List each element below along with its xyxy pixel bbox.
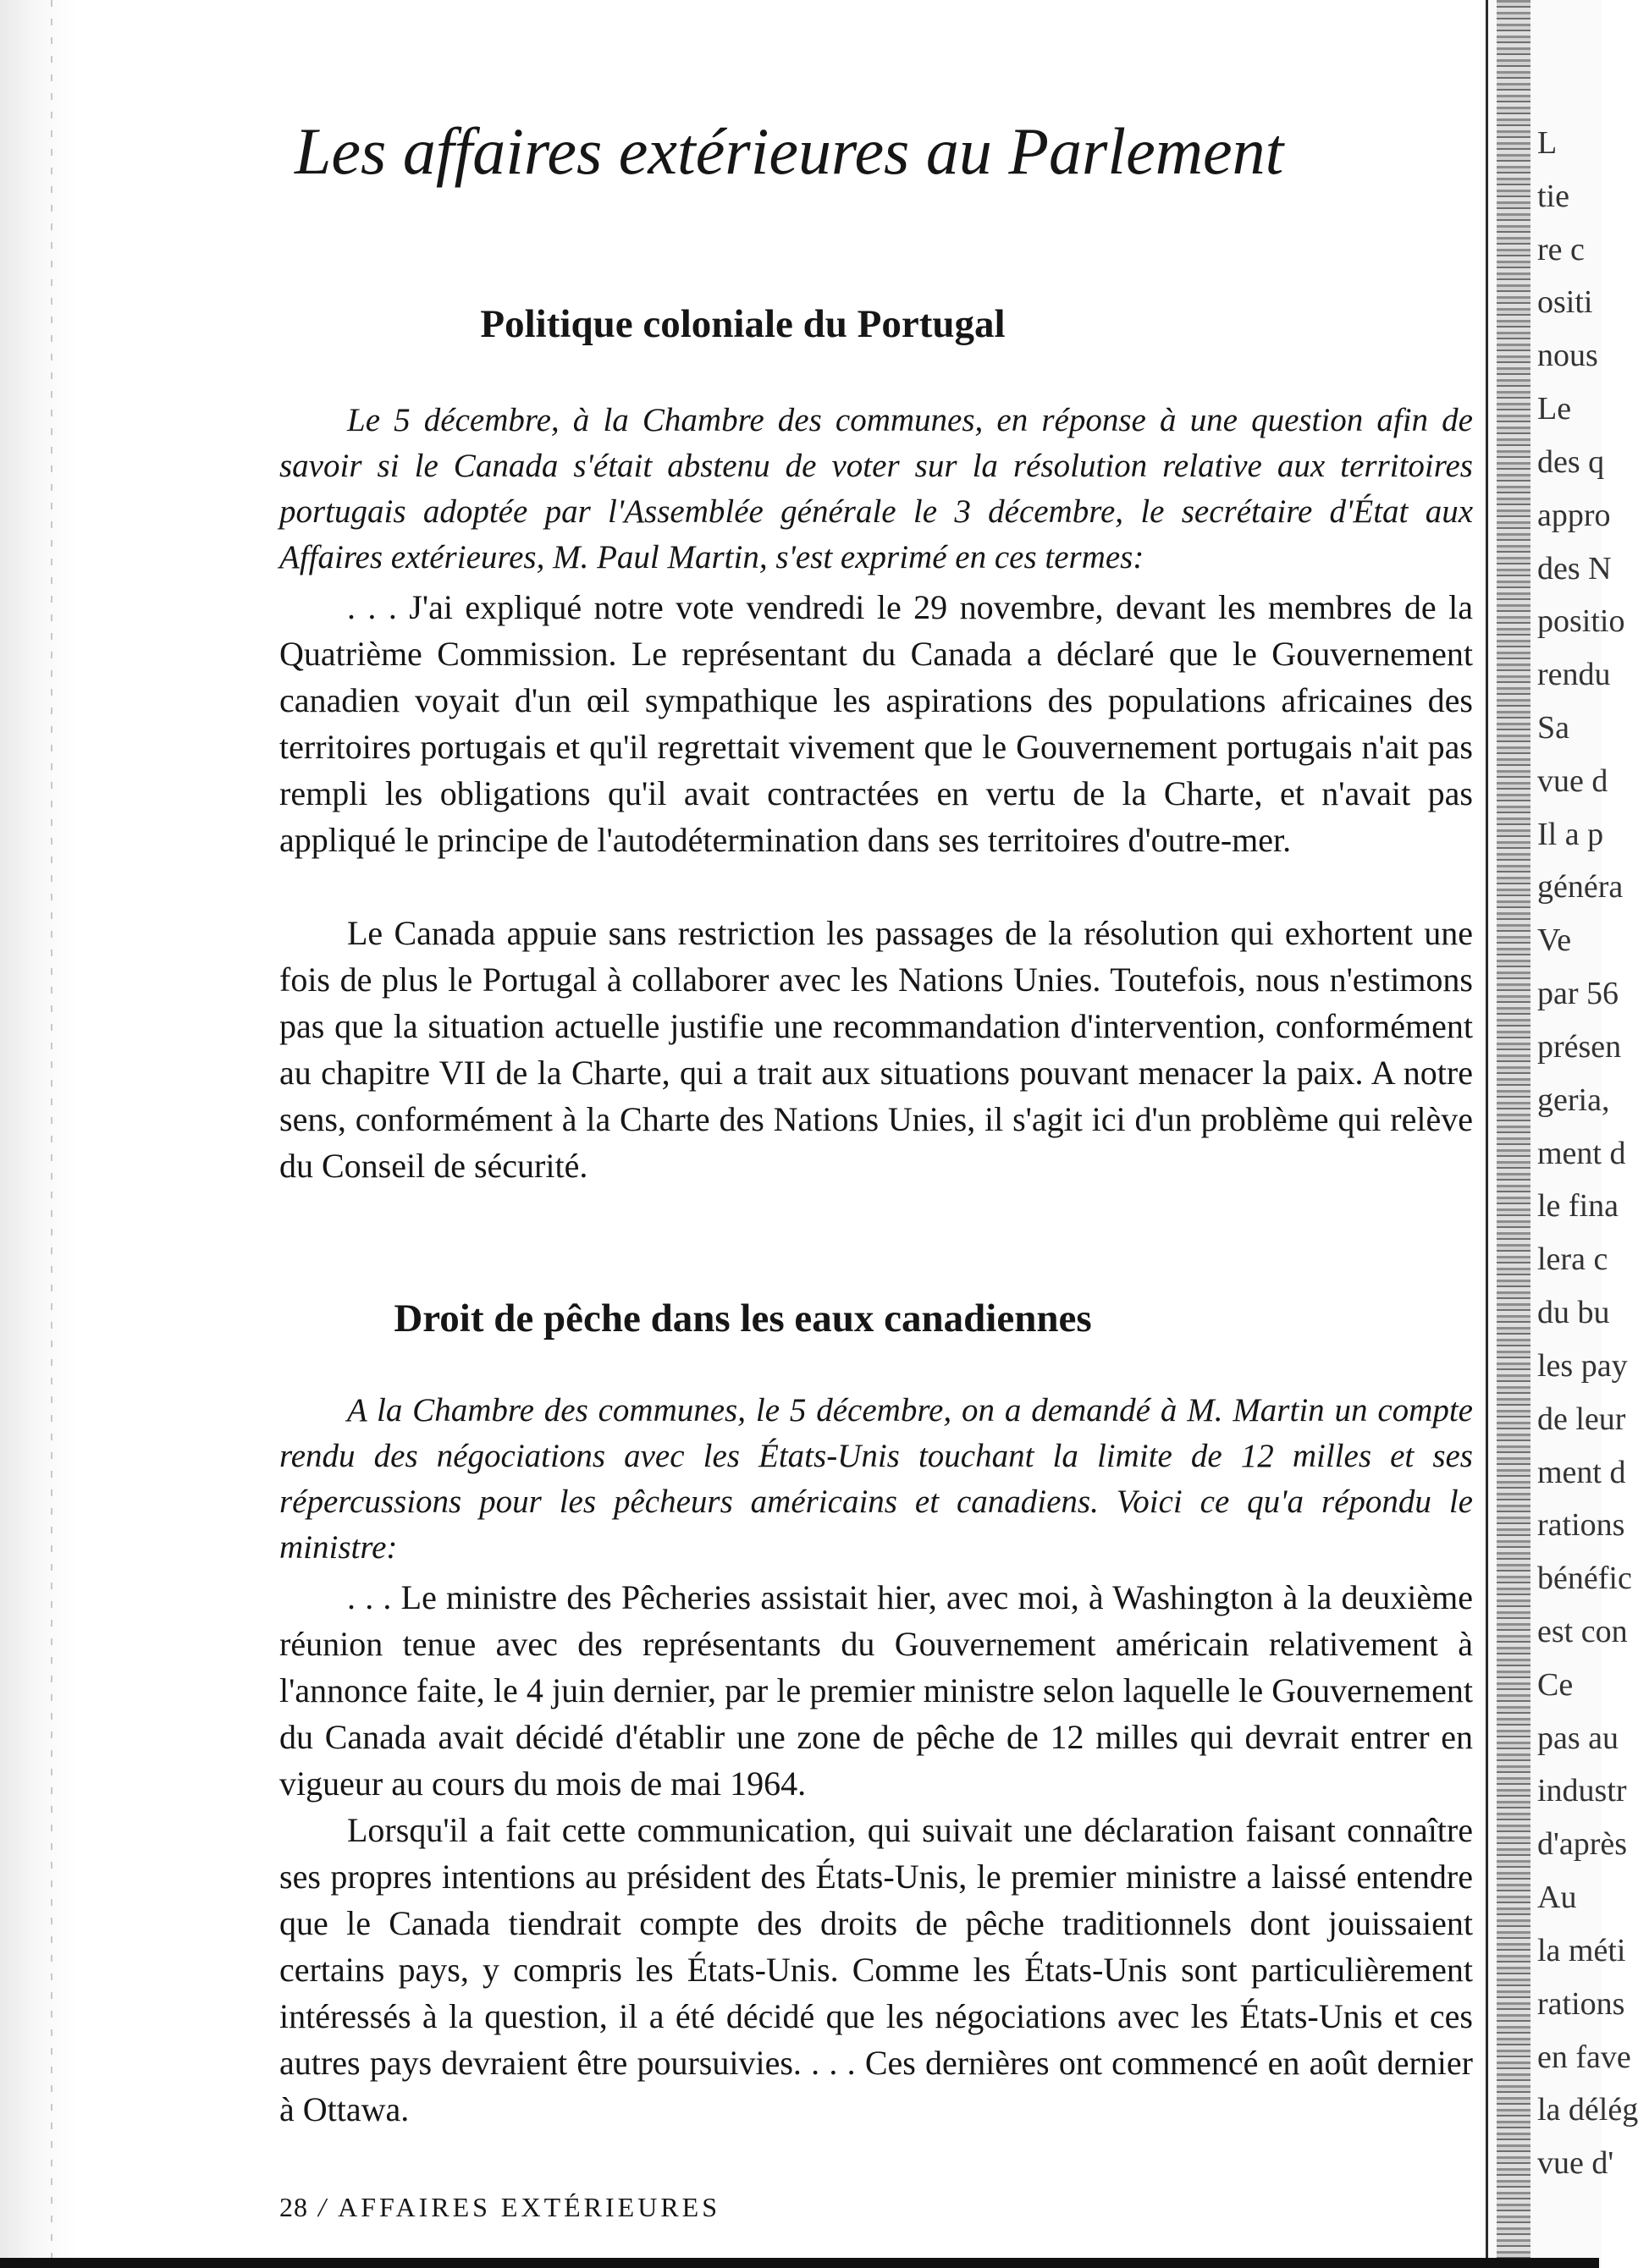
adjacent-page-fragment: positio: [1537, 603, 1625, 639]
adjacent-page-fragment: le fina: [1537, 1188, 1619, 1224]
scan-bottom-edge: [0, 2258, 1599, 2268]
adjacent-page-fragment: présen: [1537, 1029, 1622, 1065]
adjacent-page-fragment: généra: [1537, 869, 1624, 905]
adjacent-page-fragment: des q: [1537, 444, 1605, 480]
adjacent-page-fragment: Il a p: [1537, 817, 1604, 852]
adjacent-page-fragment: par 56: [1537, 976, 1619, 1011]
adjacent-page-fragment: L: [1537, 125, 1558, 161]
adjacent-page-fragment: vue d': [1537, 2145, 1614, 2181]
adjacent-page-fragment: de leur: [1537, 1401, 1626, 1437]
adjacent-page-fragment: pas au: [1537, 1720, 1619, 1756]
scan-gutter-shadow: [1497, 0, 1530, 2268]
footer-separator: /: [318, 2192, 329, 2222]
adjacent-page-fragment: du bu: [1537, 1295, 1610, 1330]
adjacent-page-fragment: appro: [1537, 498, 1611, 533]
adjacent-page-fragment: Le: [1537, 391, 1572, 427]
publication-name: AFFAIRES EXTÉRIEURES: [338, 2192, 720, 2222]
adjacent-page-fragment: en fave: [1537, 2040, 1631, 2075]
adjacent-page-fragment: Ve: [1537, 922, 1572, 958]
adjacent-page-fragment: ositi: [1537, 284, 1593, 320]
adjacent-page-fragment: les pay: [1537, 1348, 1628, 1384]
adjacent-page-fragment: vue d: [1537, 763, 1608, 799]
adjacent-page-fragment: des N: [1537, 551, 1612, 586]
adjacent-page-fragment: geria,: [1537, 1082, 1610, 1118]
adjacent-page-fragment: Sa: [1537, 710, 1569, 746]
page-footer: [279, 2192, 720, 2223]
adjacent-page-fragment: rendu: [1537, 657, 1611, 692]
adjacent-page-fragment: la délég: [1537, 2092, 1638, 2128]
adjacent-page-fragment: bénéfic: [1537, 1561, 1632, 1596]
adjacent-page-fragment: la méti: [1537, 1933, 1626, 1968]
section-intro-fishing: A la Chambre des communes, le 5 décembre, on a demandé à M. Martin un compte rendu des négociations avec les États-Unis touchant la limite de 12 milles et ses répercussions pour les pêcheurs américains et canadiens. Voici ce qu'a répondu le ministre:: [279, 1392, 1473, 1566]
section-title-portugal: Politique coloniale du Portugal: [480, 302, 1006, 346]
adjacent-page-bleed: [1486, 0, 1638, 2268]
adjacent-page-fragment: ment d: [1537, 1455, 1626, 1490]
section-title-fishing: Droit de pêche dans les eaux canadiennes: [394, 1296, 1092, 1340]
adjacent-page-fragment: rations: [1537, 1507, 1625, 1543]
section-paragraph: Lorsqu'il a fait cette communication, qui suivait une déclaration faisant connaître ses propres intentions au président des États-Unis, le premier ministre a laissé entendre que le Canada tiendrait compte des droits de pêche traditionnels dont jouissaient certains pays, y compris les États-Unis. Comme les États-Unis sont particulièrement intéressés à la question, il a été décidé que les négociations avec les États-Unis et ces autres pays devraient être poursuivies. . . . Ces dernières ont commencé en août dernier à Ottawa.: [279, 1811, 1473, 2128]
adjacent-page-fragment: lera c: [1537, 1241, 1608, 1277]
adjacent-page-fragment: nous: [1537, 338, 1598, 373]
section-paragraph: Le Canada appuie sans restriction les passages de la résolution qui exhortent une fois de plus le Portugal à collaborer avec les Nations Unies. Toutefois, nous n'estimons pas que la situation actuelle justifie une recommandation d'intervention, conformément au chapitre VII de la Charte, qui a trait aux situations pouvant menacer la paix. A notre sens, conformément à la Charte des Nations Unies, il s'agit ici d'un problème qui relève du Conseil de sécurité.: [279, 914, 1473, 1185]
adjacent-page-fragment: d'après: [1537, 1826, 1628, 1862]
section-paragraph: . . . J'ai expliqué notre vote vendredi le 29 novembre, devant les membres de la Quatrième Commission. Le représentant du Canada a déclaré que le Gouvernement canadien voyait d'un œil sympathique les aspirations des populations africaines des territoires portugais et qu'il regrettait vivement que le Gouvernement portugais n'ait pas rempli les obligations qu'il avait contractées en vertu de la Charte, et n'avait pas appliqué le principe de l'autodétermination dans ses territoires d'outre-mer.: [279, 588, 1473, 859]
adjacent-page-fragment: industr: [1537, 1773, 1627, 1808]
adjacent-page-fragment: Ce: [1537, 1667, 1574, 1703]
section-paragraph: . . . Le ministre des Pêcheries assistait hier, avec moi, à Washington à la deuxième réunion tenue avec des représentants du Gouvernement américain relativement à l'annonce faite, le 4 juin dernier, par le premier ministre selon laquelle le Gouvernement du Canada avait décidé d'établir une zone de pêche de 12 milles qui devrait entrer en vigueur au cours du mois de mai 1964.: [279, 1578, 1473, 1803]
adjacent-page-fragment: ment d: [1537, 1136, 1626, 1171]
adjacent-page-fragment: re c: [1537, 232, 1585, 267]
page-number: 28: [279, 2192, 308, 2222]
adjacent-page-fragment: rations: [1537, 1986, 1625, 2022]
adjacent-page-fragment: est con: [1537, 1614, 1628, 1649]
page-title: Les affaires extérieures au Parlement: [295, 114, 1284, 188]
section-intro-portugal: Le 5 décembre, à la Chambre des communes, en réponse à une question afin de savoir si le Canada s'était abstenu de voter sur la résolution relative aux territoires portugais adoptée par l'Assemblée générale le 3 décembre, le secrétaire d'État aux Affaires extérieures, M. Paul Martin, s'est exprimé en ces termes:: [279, 402, 1473, 575]
adjacent-page-fragment: tie: [1537, 179, 1569, 214]
adjacent-page-fragment: Au: [1537, 1880, 1577, 1915]
